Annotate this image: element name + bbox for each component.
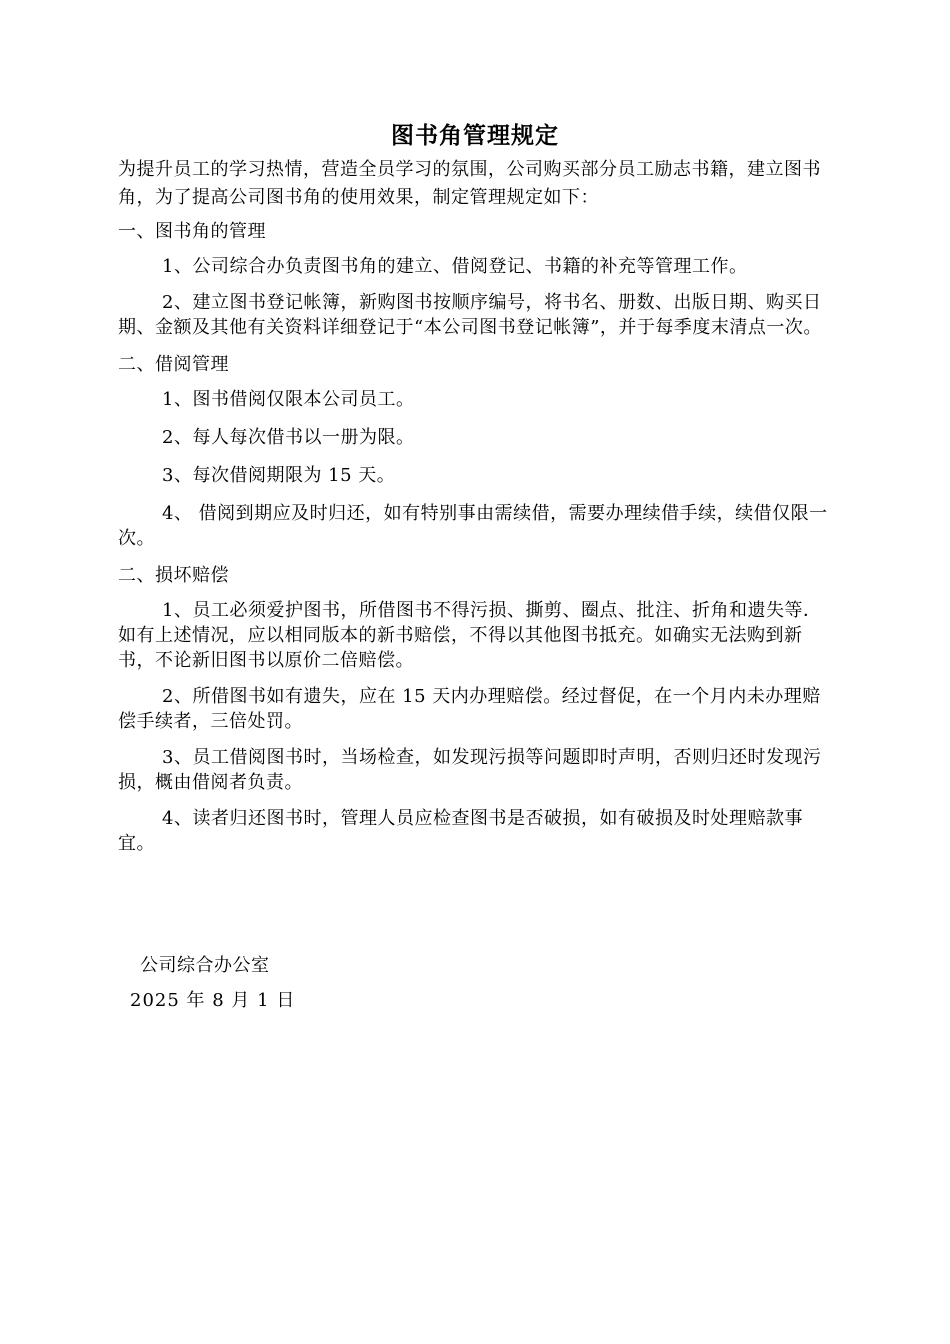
rule-item: 3、员工借阅图书时，当场检查，如发现污损等问题即时声明，否则归还时发现污损，概由借阅者负责。 [118,747,822,793]
issue-date: 2025 年 8 月 1 日 [130,990,296,1011]
rule-item: 2、所借图书如有遗失，应在 15 天内办理赔偿。经过督促，在一个月内未办理赔偿手续者，三倍处罚。 [118,686,821,732]
rule-item: 2、每人每次借书以一册为限。 [162,427,415,448]
rule-item: 3、每次借阅期限为 15 天。 [162,465,396,486]
rule-item: 4、 借阅到期应及时归还，如有特别事由需续借，需要办理续借手续，续借仅限一次。 [118,503,828,549]
issuer-signature: 公司综合办公室 [140,955,270,976]
section-heading-borrowing-management: 二、借阅管理 [118,354,229,375]
rule-item: 1、图书借阅仅限本公司员工。 [162,389,415,410]
rule-item: 2、建立图书登记帐簿，新购图书按顺序编号，将书名、册数、出版日期、购买日期、金额及其他有关资料详细登记于“本公司图书登记帐簿”，并于每季度末清点一次。 [118,292,822,338]
intro-paragraph: 为提升员工的学习热情，营造全员学习的氛围，公司购买部分员工励志书籍，建立图书角，为了提高公司图书角的使用效果，制定管理规定如下： [118,159,821,208]
document-body [118,118,832,867]
rule-item: 1、员工必须爱护图书，所借图书不得污损、撕剪、圈点、批注、折角和遗失等．如有上述情况，应以相同版本的新书赔偿，不得以其他图书抵充。如确实无法购到新书，不论新旧图书以原价二倍赔偿。 [118,600,822,671]
document-title: 图书角管理规定 [391,122,559,149]
rule-item: 4、读者归还图书时，管理人员应检查图书是否破损，如有破损及时处理赔款事宜。 [118,808,803,854]
section-heading-damage-compensation: 二、损坏赔偿 [118,565,229,586]
rule-item: 1、公司综合办负责图书角的建立、借阅登记、书籍的补充等管理工作。 [162,256,748,277]
section-heading-library-management: 一、图书角的管理 [118,221,266,242]
